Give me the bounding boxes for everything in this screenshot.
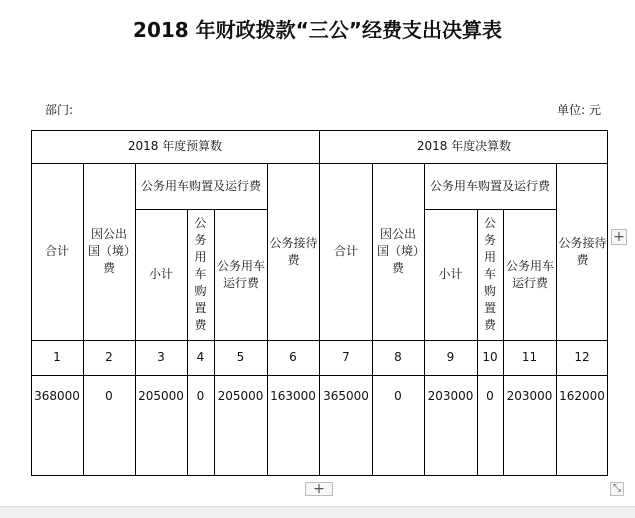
index-cell: 6 — [289, 350, 297, 364]
value-cell: 203000 — [506, 388, 553, 403]
unit-label: 单位: 元 — [557, 103, 601, 117]
value-cell: 368000 — [34, 388, 80, 403]
index-cell: 7 — [342, 350, 350, 364]
document-title: 2018 年财政拨款“三公”经费支出决算表 — [133, 18, 502, 42]
value-cell: 0 — [105, 388, 113, 403]
final-vehicle-purchase-header: 公务用车购置费 — [483, 216, 496, 332]
value-cell: 162000 — [559, 388, 605, 403]
value-cell: 0 — [486, 388, 494, 403]
index-cell: 1 — [53, 350, 61, 364]
index-cell: 5 — [236, 350, 245, 364]
department-label: 部门: — [45, 103, 74, 117]
budget-vehicle-purchase-header: 公务用车购置费 — [194, 216, 207, 332]
index-cell: 8 — [394, 350, 402, 364]
index-cell: 11 — [521, 350, 538, 364]
value-cell: 365000 — [323, 388, 369, 403]
final-subtotal-header: 小计 — [438, 267, 463, 281]
budget-vehicle-header: 公务用车购置及运行费 — [140, 178, 261, 193]
index-cell: 10 — [482, 350, 498, 364]
index-cell: 12 — [574, 350, 590, 364]
index-cell: 3 — [157, 350, 165, 364]
final-total-header: 合计 — [333, 244, 358, 258]
index-cell: 4 — [196, 350, 205, 364]
value-cell: 0 — [196, 388, 205, 403]
group-budget-header: 2018 年度预算数 — [127, 139, 223, 153]
group-final-header: 2018 年度决算数 — [416, 139, 512, 153]
budget-vehicle-operation-header: 公务用车运行费 — [217, 258, 266, 290]
editor-bottom-strip — [0, 506, 635, 518]
budget-abroad-header: 因公出国（境）费 — [87, 227, 130, 275]
index-cell: 9 — [446, 350, 455, 364]
index-cell: 2 — [105, 350, 113, 364]
add-row-button[interactable]: + — [305, 482, 333, 496]
final-vehicle-header: 公务用车购置及运行费 — [429, 178, 550, 193]
value-cell: 163000 — [270, 388, 316, 403]
budget-subtotal-header: 小计 — [148, 267, 173, 281]
add-column-button[interactable]: + — [611, 229, 627, 245]
budget-reception-header: 公务接待费 — [269, 235, 318, 267]
value-cell: 0 — [394, 388, 402, 403]
value-cell: 205000 — [138, 388, 184, 403]
final-vehicle-operation-header: 公务用车运行费 — [506, 258, 555, 290]
budget-total-header: 合计 — [44, 244, 69, 258]
final-reception-header: 公务接待费 — [558, 235, 607, 267]
final-abroad-header: 因公出国（境）费 — [376, 227, 419, 275]
value-cell: 203000 — [427, 388, 474, 403]
value-cell: 205000 — [217, 388, 264, 403]
resize-handle-icon[interactable]: ⤡ — [610, 482, 624, 496]
expense-table — [31, 130, 608, 476]
